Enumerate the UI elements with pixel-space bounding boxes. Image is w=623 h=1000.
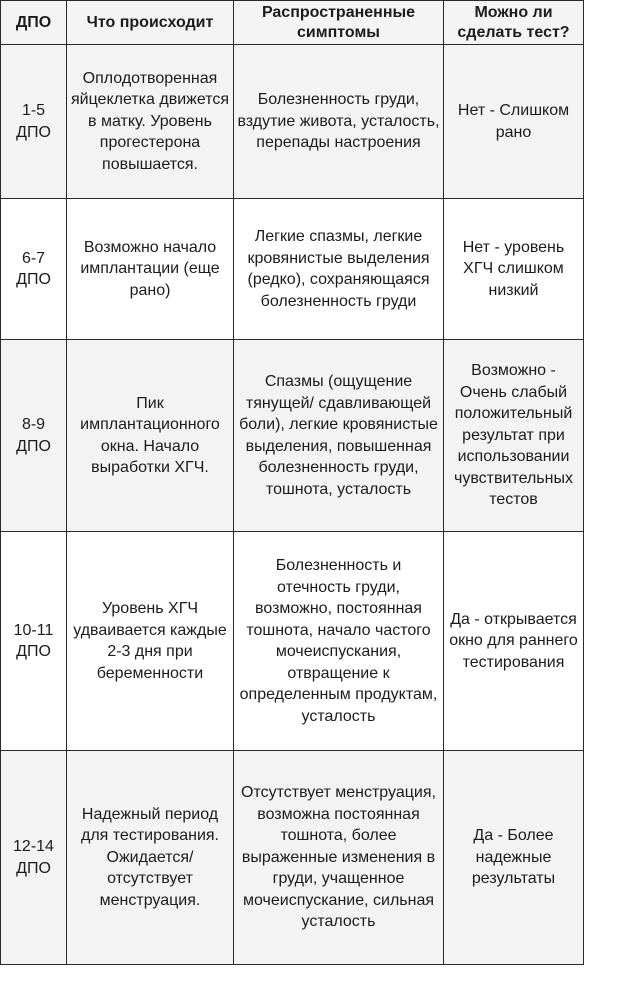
symptoms-cell: [234, 45, 444, 199]
what-text: Оплодотворенная яйцеклетка движется в матку. Уровень прогестерона повышается.: [70, 69, 230, 173]
symptoms-text: Болезненность и отечность груди, возможно, постоянная тошнота, начало частого мочеиспускания, отвращение к определенным продуктам, усталость: [239, 557, 438, 725]
test-cell: [444, 199, 584, 340]
test-cell: [444, 45, 584, 199]
what-cell: [67, 751, 234, 965]
symptoms-text: Болезненность груди, вздутие живота, усталость, перепады настроения: [237, 91, 440, 152]
test-text: Нет - Слишком рано: [457, 102, 570, 141]
header-row: [1, 1, 584, 45]
dpo-cell: [1, 45, 67, 199]
symptoms-cell: [234, 199, 444, 340]
dpo-cell: [1, 340, 67, 532]
symptoms-cell: [234, 751, 444, 965]
table-row: [1, 532, 584, 751]
header-what-happens: Что происходит: [67, 1, 234, 45]
dpo-label: 10-11 ДПО: [13, 621, 54, 660]
dpo-cell: [1, 199, 67, 340]
symptoms-text: Отсутствует менструация, возможна постоянная тошнота, более выраженные изменения в груди, учащенное мочеиспускание, сильная усталость: [241, 784, 436, 931]
test-cell: [444, 532, 584, 751]
table-header: [1, 1, 584, 45]
dpo-cell: [1, 532, 67, 751]
table-row: [1, 199, 584, 340]
symptoms-text: Легкие спазмы, легкие кровянистые выделения (редко), сохраняющаяся болезненность груди: [247, 228, 430, 310]
what-cell: [67, 340, 234, 532]
what-text: Возможно начало имплантации (еще рано): [80, 238, 220, 299]
test-cell: [444, 751, 584, 965]
test-cell: [444, 340, 584, 532]
header-can-test: Можно ли сделать тест?: [444, 1, 584, 45]
table-body: [1, 45, 584, 965]
header-dpo: ДПО: [1, 1, 67, 45]
table-row: [1, 340, 584, 532]
table-row: [1, 45, 584, 199]
symptoms-cell: [234, 340, 444, 532]
what-text: Пик имплантационного окна. Начало выработки ХГЧ.: [80, 394, 220, 476]
dpo-label: 1-5 ДПО: [16, 102, 51, 141]
what-text: Надежный период для тестирования. Ожидается/ отсутствует менструация.: [81, 805, 219, 909]
what-cell: [67, 199, 234, 340]
test-text: Возможно - Очень слабый положительный результат при использовании чувствительных тестов: [454, 362, 573, 509]
dpo-label: 12-14 ДПО: [13, 838, 54, 877]
what-text: Уровень ХГЧ удваивается каждые 2-3 дня при беременности: [73, 600, 227, 682]
what-cell: [67, 532, 234, 751]
dpo-label: 6-7 ДПО: [16, 249, 51, 288]
header-symptoms: Распространенные симптомы: [234, 1, 444, 45]
dpo-label: 8-9 ДПО: [16, 416, 51, 455]
test-text: Нет - уровень ХГЧ слишком низкий: [462, 238, 565, 299]
test-text: Да - открывается окно для раннего тестирования: [449, 610, 578, 671]
table-row: [1, 751, 584, 965]
what-cell: [67, 45, 234, 199]
symptoms-text: Спазмы (ощущение тянущей/ сдавливающей боли), легкие кровянистые выделения, повышенная болезненность груди, тошнота, усталость: [239, 373, 438, 498]
dpo-cell: [1, 751, 67, 965]
symptoms-cell: [234, 532, 444, 751]
test-text: Да - Более надежные результаты: [471, 827, 556, 888]
